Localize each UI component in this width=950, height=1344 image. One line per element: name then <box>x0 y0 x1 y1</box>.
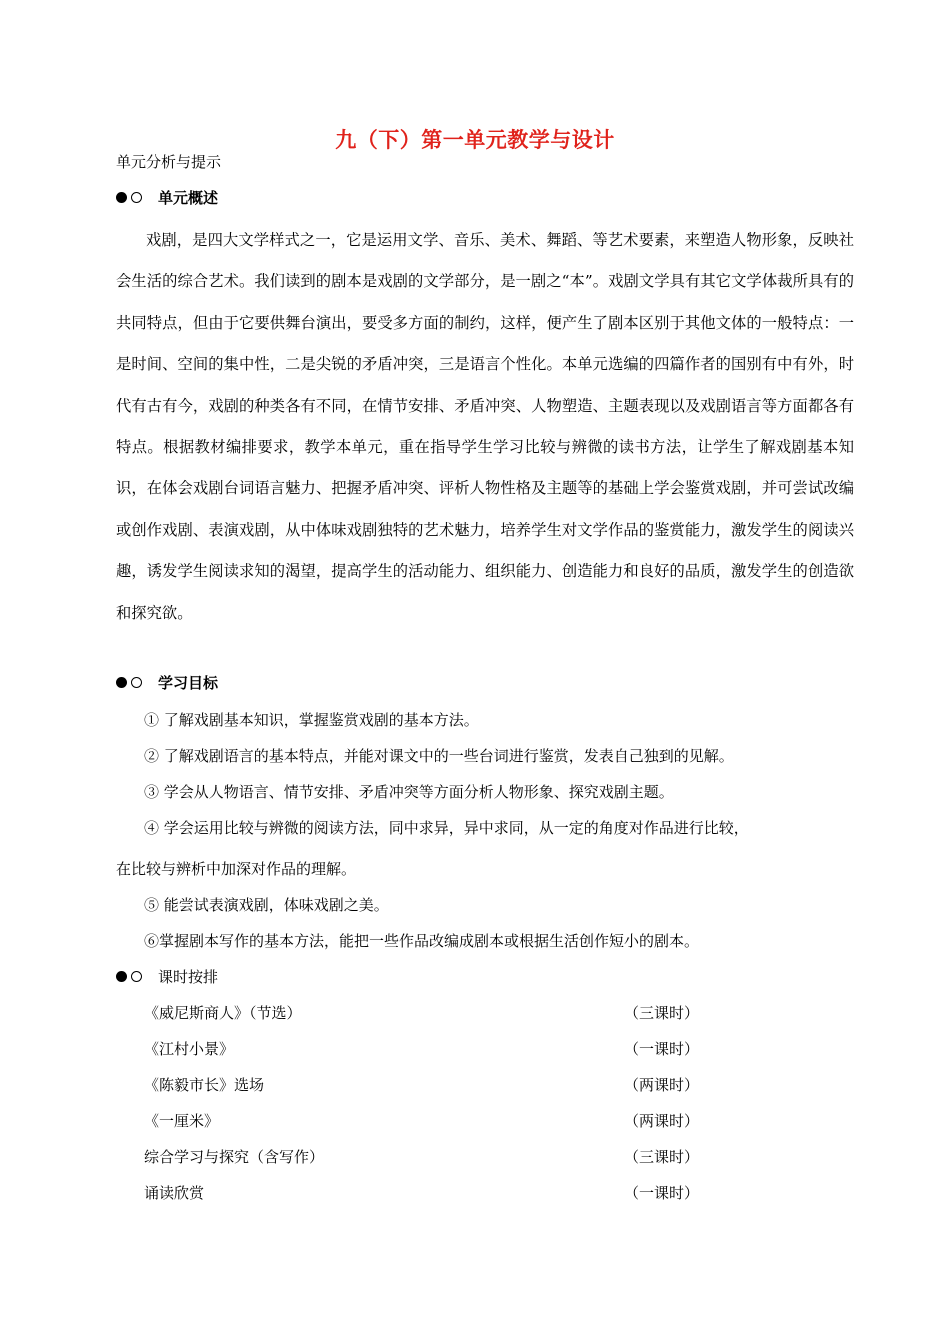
schedule-row-title: 《威尼斯商人》（节选） <box>144 1004 302 1022</box>
schedule-row-hours: （一课时） <box>624 1040 700 1058</box>
goal-item-continuation: 在比较与辨析中加深对作品的理解。 <box>116 860 357 878</box>
schedule-row-hours: （一课时） <box>624 1184 700 1202</box>
section-heading-goals <box>116 672 218 693</box>
schedule-row-title: 综合学习与探究（含写作） <box>144 1148 325 1166</box>
schedule-row-title: 《一厘米》 <box>144 1112 220 1130</box>
section-heading-label: 单元概述 <box>158 189 219 207</box>
bullet-icon <box>116 971 142 982</box>
schedule-row-hours: （三课时） <box>624 1148 700 1166</box>
section-heading-label: 学习目标 <box>158 674 219 692</box>
goal-item: ① 了解戏剧基本知识，掌握鉴赏戏剧的基本方法。 <box>144 711 479 729</box>
overview-paragraph: 戏剧，是四大文学样式之一，它是运用文学、音乐、美术、舞蹈、等艺术要素，来塑造人物形象，反映社会生活的综合艺术。我们读到的剧本是戏剧的文学部分，是一剧之“本”。戏剧文学具有其它文学体裁所具有的共同特点，但由于它要供舞台演出，要受多方面的制约，这样，便产生了剧本区别于其他文体的一般特点：一是时间、空间的集中性，二是尖锐的矛盾冲突，三是语言个性化。本单元选编的四篇作者的国别有中有外，时代有古有今，戏剧的种类各有不同，在情节安排、矛盾冲突、人物塑造、主题表现以及戏剧语言等方面都各有特点。根据教材编排要求，教学本单元，重在指导学生学习比较与辨微的读书方法，让学生了解戏剧基本知识，在体会戏剧台词语言魅力、把握矛盾冲突、评析人物性格及主题等的基础上学会鉴赏戏剧，并可尝试改编或创作戏剧、表演戏剧，从中体味戏剧独特的艺术魅力，培养学生对文学作品的鉴赏能力，激发学生的阅读兴趣，诱发学生阅读求知的渴望，提高学生的活动能力、组织能力、创造能力和良好的品质，激发学生的创造欲和探究欲。 <box>116 231 854 622</box>
bullet-icon <box>116 677 142 688</box>
goal-item: ⑥掌握剧本写作的基本方法，能把一些作品改编成剧本或根据生活创作短小的剧本。 <box>144 932 700 950</box>
bullet-icon <box>116 192 142 203</box>
schedule-row-hours: （三课时） <box>624 1004 700 1022</box>
document-subtitle: 单元分析与提示 <box>116 153 222 171</box>
section-heading-overview <box>116 187 218 208</box>
section-heading-label: 课时按排 <box>158 968 219 986</box>
goal-item: ③ 学会从人物语言、情节安排、矛盾冲突等方面分析人物形象、探究戏剧主题。 <box>144 783 674 801</box>
goal-item: ④ 学会运用比较与辨微的阅读方法，同中求异，异中求同，从一定的角度对作品进行比较， <box>144 819 749 837</box>
goal-item: ② 了解戏剧语言的基本特点，并能对课文中的一些台词进行鉴赏，发表自己独到的见解。 <box>144 747 734 765</box>
schedule-row-hours: （两课时） <box>624 1112 700 1130</box>
schedule-row-title: 《江村小景》 <box>144 1040 235 1058</box>
schedule-row-title: 诵读欣赏 <box>144 1184 205 1202</box>
schedule-row-hours: （两课时） <box>624 1076 700 1094</box>
section-heading-schedule <box>116 966 218 987</box>
schedule-row-title: 《陈毅市长》选场 <box>144 1076 265 1094</box>
goal-item: ⑤ 能尝试表演戏剧，体味戏剧之美。 <box>144 896 389 914</box>
document-title: 九（下）第一单元教学与设计 <box>335 127 615 152</box>
